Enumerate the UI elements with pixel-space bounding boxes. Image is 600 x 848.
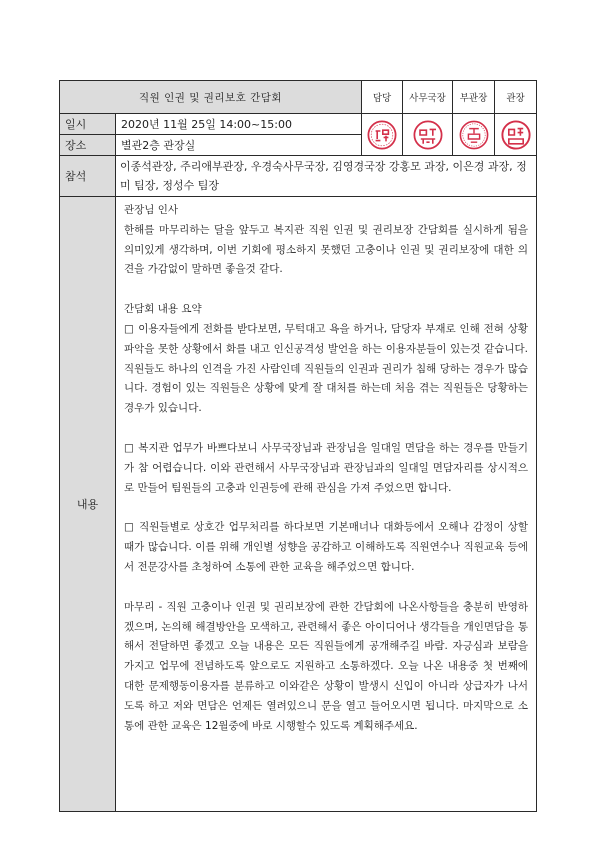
place-label: 장소 bbox=[60, 135, 116, 156]
spacer bbox=[124, 419, 528, 439]
spacer bbox=[124, 498, 528, 518]
greeting-text: 한해를 마무리하는 달을 앞두고 복지관 직원 인권 및 권리보장 간담회를 실시하게 됨을 의미있게 생각하며, 이번 기회에 평소하지 못했던 고충이나 인권 및 권리보장에 대한 의견을 가감없이 말하면 좋을것 같다. bbox=[124, 223, 529, 276]
summary-item-2: □ 복지관 업무가 바쁘다보니 사무국장님과 관장님을 일대일 면담을 하는 경우를 만들기가 참 어렵습니다. 이와 관련해서 사무국장님과 관장님과의 일대일 면담자리를 상시적으로 만들어 팀원들의 고충과 인권등에 관해 관심을 가져 주었으면 합니다. bbox=[124, 441, 529, 494]
approval-role-director: 관장 bbox=[495, 81, 537, 114]
summary-title: 간담회 내용 요약 bbox=[124, 303, 202, 316]
content-label: 내용 bbox=[60, 197, 116, 812]
content-body bbox=[116, 197, 537, 812]
attendees-label: 참석 bbox=[60, 156, 116, 197]
approval-stamp-cell-secretary-general bbox=[403, 114, 453, 156]
seal-stamp-icon bbox=[412, 119, 444, 151]
seal-stamp-icon bbox=[366, 119, 398, 151]
content-row bbox=[60, 197, 537, 812]
summary-item-3: □ 직원들별로 상호간 업무처리를 하다보면 기본매너나 대화등에서 오해나 감정이 상할때가 많습니다. 이를 위해 개인별 성향을 공감하고 이해하도록 직원연수나 직원교육 등에서 전문강사를 초청하여 소통에 관한 교육을 해주었으면 합니다. bbox=[124, 521, 529, 573]
date-row bbox=[60, 114, 537, 135]
date-label: 일시 bbox=[60, 114, 116, 135]
place-value: 별관2층 관장실 bbox=[116, 135, 362, 156]
spacer bbox=[124, 578, 528, 598]
approval-stamp-cell-staff bbox=[362, 114, 403, 156]
summary-item-1: □ 이용자들에게 전화를 받다보면, 무턱대고 욕을 하거나, 담당자 부재로 인해 전혀 상황파악을 못한 상황에서 화를 내고 인신공격성 발언을 하는 이용자분들이 있는것 같습니다. 직원들도 하나의 인격을 가진 사람인데 직원들의 인권과 권리가 침해 당하는 경우가 많습니다. 경험이 있는 직원들은 상황에 맞게 잘 대처를 하는데 처음 겪는 직원들은 당황하는 경우가 있습니다. bbox=[124, 322, 529, 415]
approval-stamp-cell-deputy-director bbox=[453, 114, 495, 156]
approval-role-deputy-director: 부관장 bbox=[453, 81, 495, 114]
greeting-title: 관장님 인사 bbox=[124, 204, 179, 216]
title-row bbox=[60, 81, 537, 114]
meeting-title: 직원 인권 및 권리보호 간담회 bbox=[60, 81, 362, 114]
approval-stamp-cell-director bbox=[495, 114, 537, 156]
meeting-minutes-table bbox=[59, 80, 537, 812]
seal-stamp-icon bbox=[458, 119, 490, 151]
attendees-value: 이종석관장, 주리애부관장, 우경숙사무국장, 김영경국장 강홍모 과장, 이은경 과장, 정미 팀장, 정성수 팀장 bbox=[116, 156, 537, 197]
closing-text: 마무리 - 직원 고충이나 인권 및 권리보장에 관한 간담회에 나온사항들을 충분히 반영하겠으며, 논의해 해결방안을 모색하고, 관련해서 좋은 아이디어나 생각들을 개인면담을 통해서 전달하면 좋겠고 오늘 내용은 모든 직원들에게 공개해주길 바람. 자긍심과 보람을 가지고 업무에 전념하도록 앞으로도 지원하고 소통하겠다. 오늘 나온 내용중 첫 번째에 대한 문제행동이용자를 분류하고 이와같은 상황이 발생시 신입이 아니라 상급자가 나서도록 하고 저와 면담은 언제든 열려있으니 문을 열고 들어오시면 됩니다. 마지막으로 소통에 관한 교육은 12월중에 바로 시행할수 있도록 계획해주세요. bbox=[124, 600, 529, 732]
spacer bbox=[124, 280, 528, 300]
date-value: 2020년 11월 25일 14:00~15:00 bbox=[116, 114, 362, 135]
approval-role-secretary-general: 사무국장 bbox=[403, 81, 453, 114]
approval-role-staff: 담당 bbox=[362, 81, 403, 114]
attendees-row bbox=[60, 156, 537, 197]
seal-stamp-icon bbox=[500, 119, 532, 151]
